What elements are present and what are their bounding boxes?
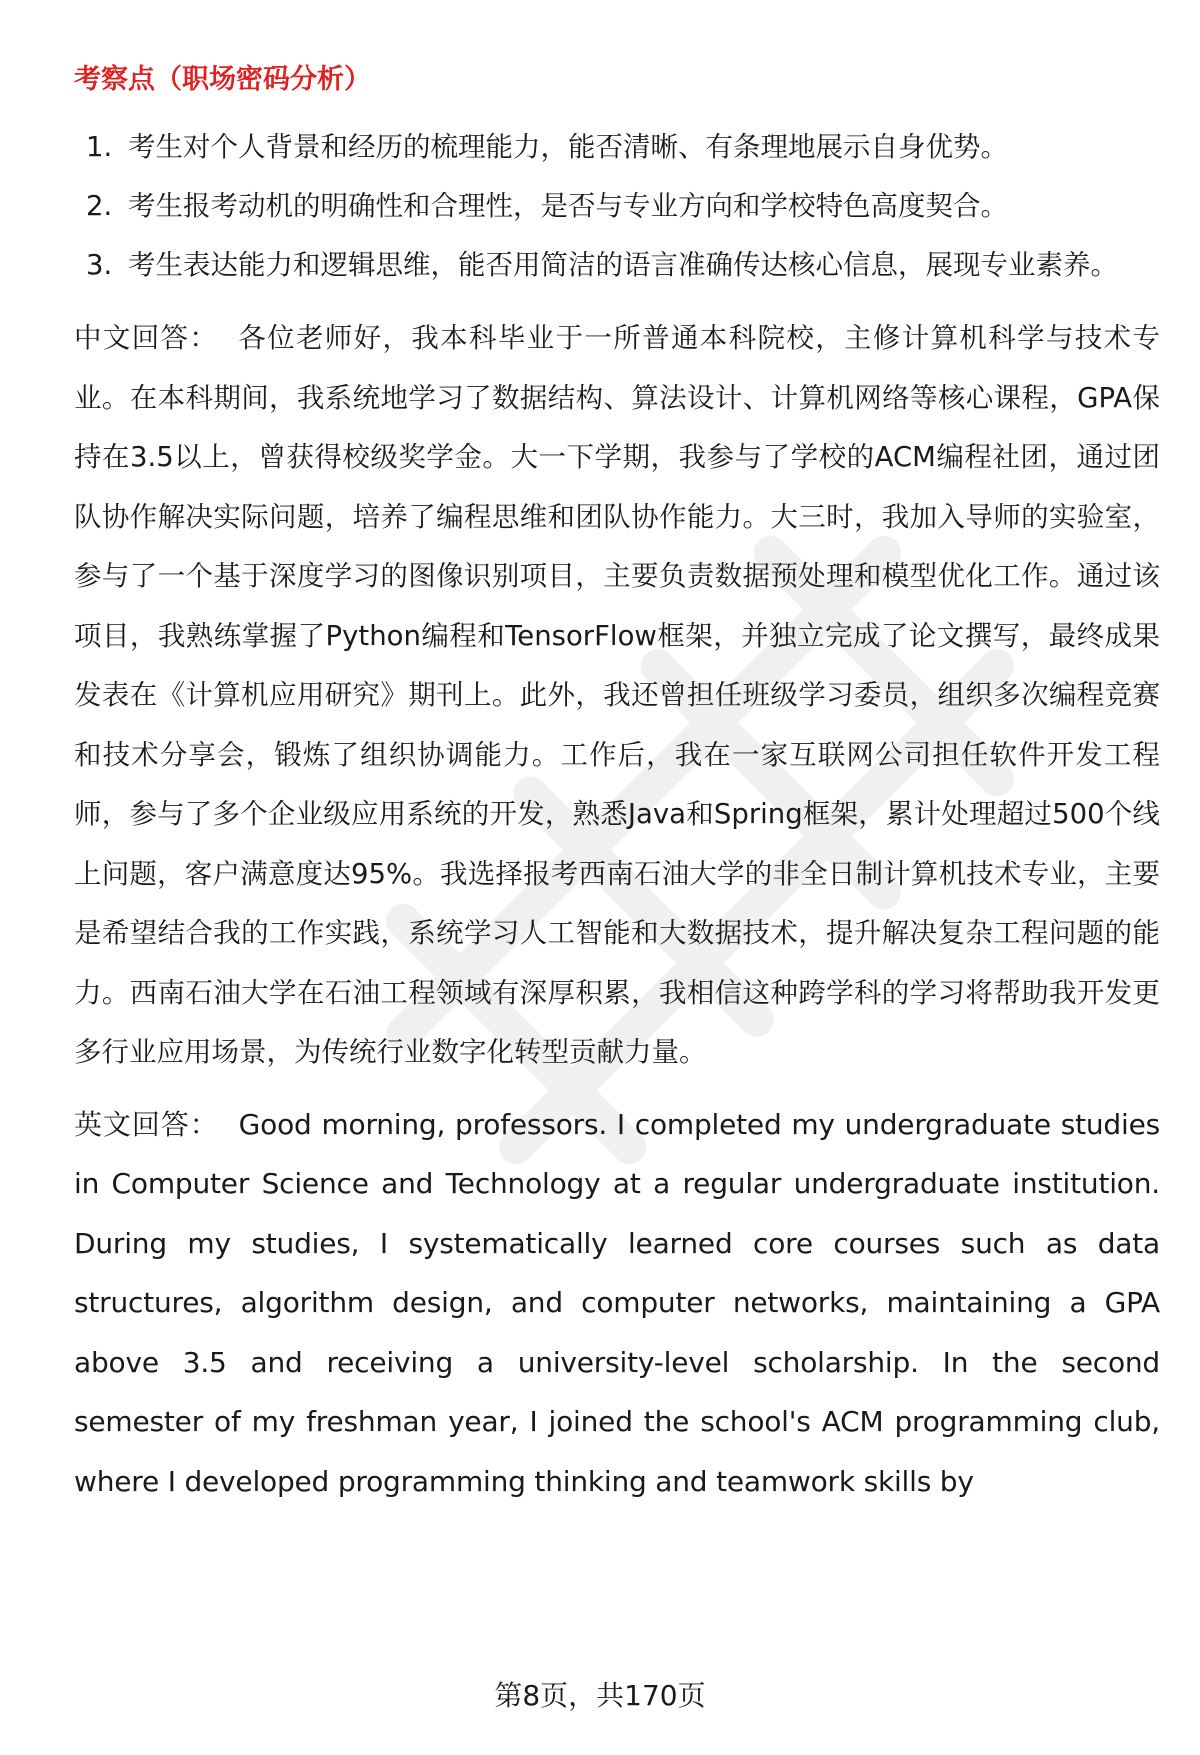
page-number-footer: 第8页，共170页 xyxy=(494,1679,706,1712)
list-item-text: 考生对个人背景和经历的梳理能力，能否清晰、有条理地展示自身优势。 xyxy=(128,131,1008,163)
assessment-points-list xyxy=(74,118,1160,295)
list-item xyxy=(74,118,1160,177)
english-answer-paragraph xyxy=(74,1095,1160,1512)
list-item xyxy=(74,236,1160,295)
chinese-answer-text: 各位老师好，我本科毕业于一所普通本科院校，主修计算机科学与技术专业。在本科期间，我系统地学习了数据结构、算法设计、计算机网络等核心课程，GPA保持在3.5以上，曾获得校级奖学金。大一下学期，我参与了学校的ACM编程社团，通过团队协作解决实际问题，培养了编程思维和团队协作能力。大三时，我加入导师的实验室，参与了一个基于深度学习的图像识别项目，主要负责数据预处理和模型优化工作。通过该项目，我熟练掌握了Python编程和TensorFlow框架，并独立完成了论文撰写，最终成果发表在《计算机应用研究》期刊上。此外，我还曾担任班级学习委员，组织多次编程竞赛和技术分享会，锻炼了组织协调能力。工作后，我在一家互联网公司担任软件开发工程师，参与了多个企业级应用系统的开发，熟悉Java和Spring框架，累计处理超过500个线上问题，客户满意度达95%。我选择报考西南石油大学的非全日制计算机技术专业，主要是希望结合我的工作实践，系统学习人工智能和大数据技术，提升解决复杂工程问题的能力。西南石油大学在石油工程领域有深厚积累，我相信这种跨学科的学习将帮助我开发更多行业应用场景，为传统行业数字化转型贡献力量。 xyxy=(74,322,1161,1068)
list-item-text: 考生报考动机的明确性和合理性，是否与专业方向和学校特色高度契合。 xyxy=(128,190,1008,222)
chinese-answer-paragraph xyxy=(74,309,1160,1083)
section-title: 考察点（职场密码分析） xyxy=(74,64,371,95)
list-item-number: 1. xyxy=(86,131,113,163)
english-answer-text: Good morning, professors. I completed my undergraduate studies in Computer Science and Technology at a regular undergraduate institution. During my studies, I systematically learned core courses such as data structures, algorithm design, and computer networks, maintaining a GPA above 3.5 and receiving a university-level scholarship. In the second semester of my freshman year, I joined the school's ACM programming club, where I developed programming thinking and teamwork skills by xyxy=(74,1107,1160,1498)
list-item xyxy=(74,177,1160,236)
english-answer-label: 英文回答： xyxy=(74,1107,219,1141)
chinese-answer-label: 中文回答： xyxy=(74,322,219,354)
list-item-number: 3. xyxy=(86,249,113,281)
list-item-text: 考生表达能力和逻辑思维，能否用简洁的语言准确传达核心信息，展现专业素养。 xyxy=(128,249,1118,281)
list-item-number: 2. xyxy=(86,190,113,222)
document-page xyxy=(74,56,1160,1523)
